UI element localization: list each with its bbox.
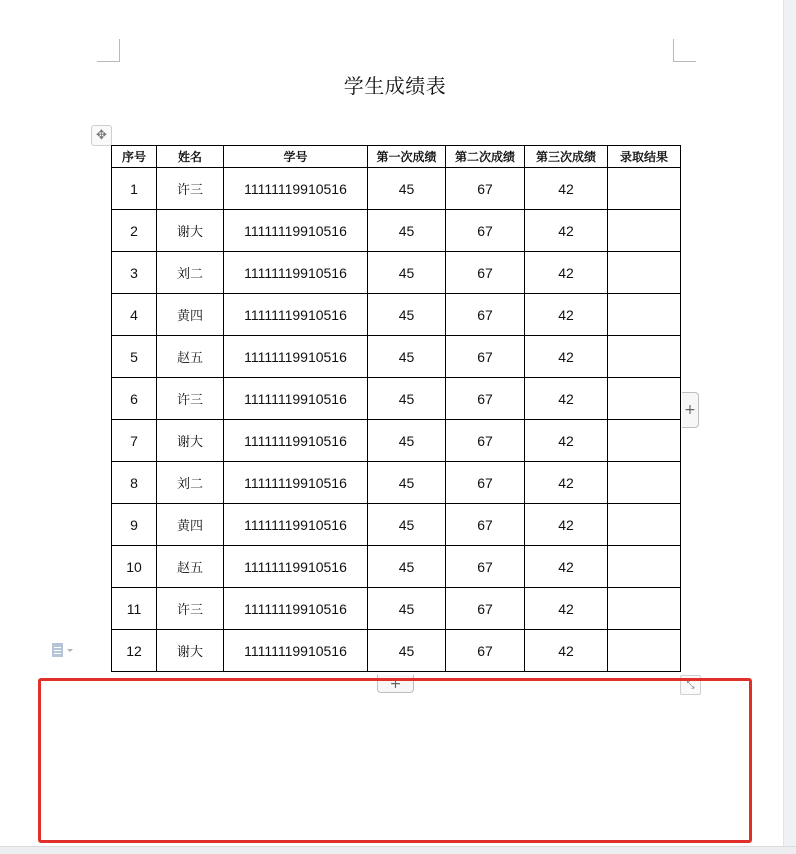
cell-result[interactable] xyxy=(608,546,681,588)
cell-score-2[interactable]: 67 xyxy=(446,210,525,252)
cell-score-2[interactable]: 67 xyxy=(446,504,525,546)
cell-score-1[interactable]: 45 xyxy=(368,504,446,546)
table-row xyxy=(112,462,681,504)
cell-score-1[interactable]: 45 xyxy=(368,210,446,252)
cell-student-id[interactable]: 11111119910516 xyxy=(224,336,368,378)
header-student-id[interactable]: 学号 xyxy=(224,146,368,168)
cell-result[interactable] xyxy=(608,630,681,672)
table-row xyxy=(112,630,681,672)
cell-score-1[interactable]: 45 xyxy=(368,252,446,294)
cell-student-id[interactable]: 11111119910516 xyxy=(224,504,368,546)
cell-name[interactable]: 谢大 xyxy=(157,210,224,252)
cell-result[interactable] xyxy=(608,588,681,630)
header-result[interactable]: 录取结果 xyxy=(608,146,681,168)
cell-score-1[interactable]: 45 xyxy=(368,420,446,462)
plus-icon: + xyxy=(684,402,696,418)
cell-name[interactable]: 黄四 xyxy=(157,504,224,546)
cell-score-2[interactable]: 67 xyxy=(446,588,525,630)
cell-score-3[interactable]: 42 xyxy=(525,252,608,294)
cell-no[interactable]: 9 xyxy=(112,504,157,546)
cell-name[interactable]: 谢大 xyxy=(157,630,224,672)
cell-no[interactable]: 11 xyxy=(112,588,157,630)
cell-score-2[interactable]: 67 xyxy=(446,336,525,378)
table-move-handle[interactable] xyxy=(91,125,112,146)
table-row xyxy=(112,168,681,210)
table-row xyxy=(112,336,681,378)
cell-no[interactable]: 12 xyxy=(112,630,157,672)
cell-no[interactable]: 7 xyxy=(112,420,157,462)
cell-result[interactable] xyxy=(608,504,681,546)
table-row xyxy=(112,420,681,462)
cell-result[interactable] xyxy=(608,210,681,252)
cell-score-2[interactable]: 67 xyxy=(446,378,525,420)
cell-no[interactable]: 8 xyxy=(112,462,157,504)
margin-corner-top-right xyxy=(673,39,696,62)
cell-name[interactable]: 赵五 xyxy=(157,336,224,378)
cell-name[interactable]: 谢大 xyxy=(157,420,224,462)
cell-score-1[interactable]: 45 xyxy=(368,462,446,504)
cell-score-3[interactable]: 42 xyxy=(525,504,608,546)
cell-score-1[interactable]: 45 xyxy=(368,294,446,336)
cell-score-1[interactable]: 45 xyxy=(368,630,446,672)
add-column-button[interactable] xyxy=(682,392,699,428)
cell-no[interactable]: 3 xyxy=(112,252,157,294)
cell-score-2[interactable]: 67 xyxy=(446,630,525,672)
cell-no[interactable]: 6 xyxy=(112,378,157,420)
cell-no[interactable]: 1 xyxy=(112,168,157,210)
cell-score-3[interactable]: 42 xyxy=(525,630,608,672)
cell-score-2[interactable]: 67 xyxy=(446,462,525,504)
table-header-row xyxy=(112,146,681,168)
cell-score-1[interactable]: 45 xyxy=(368,378,446,420)
cell-no[interactable]: 5 xyxy=(112,336,157,378)
header-score-1[interactable]: 第一次成绩 xyxy=(368,146,446,168)
table-row xyxy=(112,378,681,420)
table-row xyxy=(112,210,681,252)
cell-score-2[interactable]: 67 xyxy=(446,168,525,210)
cell-score-3[interactable]: 42 xyxy=(525,378,608,420)
cell-student-id[interactable]: 11111119910516 xyxy=(224,294,368,336)
cell-name[interactable]: 赵五 xyxy=(157,546,224,588)
cell-student-id[interactable]: 11111119910516 xyxy=(224,420,368,462)
cell-score-1[interactable]: 45 xyxy=(368,336,446,378)
header-name[interactable]: 姓名 xyxy=(157,146,224,168)
cell-result[interactable] xyxy=(608,420,681,462)
move-arrows-icon: ✥ xyxy=(96,128,107,143)
cell-score-3[interactable]: 42 xyxy=(525,210,608,252)
cell-name[interactable]: 黄四 xyxy=(157,294,224,336)
diagonal-resize-icon: ⤡ xyxy=(686,679,695,691)
cell-result[interactable] xyxy=(608,378,681,420)
right-gutter xyxy=(783,0,796,853)
cell-name[interactable]: 刘二 xyxy=(157,462,224,504)
cell-score-1[interactable]: 45 xyxy=(368,168,446,210)
cell-score-1[interactable]: 45 xyxy=(368,588,446,630)
cell-student-id[interactable]: 11111119910516 xyxy=(224,462,368,504)
cell-student-id[interactable]: 11111119910516 xyxy=(224,378,368,420)
cell-result[interactable] xyxy=(608,336,681,378)
table-row xyxy=(112,294,681,336)
cell-result[interactable] xyxy=(608,252,681,294)
plus-icon: + xyxy=(389,675,402,692)
cell-student-id[interactable]: 11111119910516 xyxy=(224,546,368,588)
cell-score-3[interactable]: 42 xyxy=(525,420,608,462)
margin-corner-top-left xyxy=(97,39,120,62)
cell-score-2[interactable]: 67 xyxy=(446,252,525,294)
cell-student-id[interactable]: 11111119910516 xyxy=(224,252,368,294)
cell-score-3[interactable]: 42 xyxy=(525,588,608,630)
cell-no[interactable]: 4 xyxy=(112,294,157,336)
document-icon xyxy=(52,643,63,657)
score-table xyxy=(111,145,681,672)
table-row xyxy=(112,252,681,294)
cell-name[interactable]: 许三 xyxy=(157,378,224,420)
table-row xyxy=(112,588,681,630)
header-no[interactable]: 序号 xyxy=(112,146,157,168)
cell-score-2[interactable]: 67 xyxy=(446,294,525,336)
cell-score-3[interactable]: 42 xyxy=(525,462,608,504)
table-row xyxy=(112,546,681,588)
cell-student-id[interactable]: 11111119910516 xyxy=(224,588,368,630)
cell-score-3[interactable]: 42 xyxy=(525,168,608,210)
header-score-2[interactable]: 第二次成绩 xyxy=(446,146,525,168)
chevron-down-icon xyxy=(67,649,73,652)
cell-name[interactable]: 刘二 xyxy=(157,252,224,294)
paragraph-menu-button[interactable] xyxy=(52,643,73,657)
cell-student-id[interactable]: 11111119910516 xyxy=(224,168,368,210)
cell-result[interactable] xyxy=(608,168,681,210)
table-row xyxy=(112,504,681,546)
cell-student-id[interactable]: 11111119910516 xyxy=(224,630,368,672)
cell-score-3[interactable]: 42 xyxy=(525,336,608,378)
cell-name[interactable]: 许三 xyxy=(157,588,224,630)
document-title[interactable]: 学生成绩表 xyxy=(343,74,447,98)
cell-score-2[interactable]: 67 xyxy=(446,420,525,462)
cell-score-1[interactable]: 45 xyxy=(368,546,446,588)
header-score-3[interactable]: 第三次成绩 xyxy=(525,146,608,168)
cell-score-2[interactable]: 67 xyxy=(446,546,525,588)
cell-no[interactable]: 2 xyxy=(112,210,157,252)
cell-score-3[interactable]: 42 xyxy=(525,294,608,336)
highlight-box xyxy=(38,675,752,843)
cell-no[interactable]: 10 xyxy=(112,546,157,588)
cell-result[interactable] xyxy=(608,294,681,336)
cell-score-3[interactable]: 42 xyxy=(525,546,608,588)
cell-name[interactable]: 许三 xyxy=(157,168,224,210)
cell-result[interactable] xyxy=(608,462,681,504)
cell-student-id[interactable]: 11111119910516 xyxy=(224,210,368,252)
